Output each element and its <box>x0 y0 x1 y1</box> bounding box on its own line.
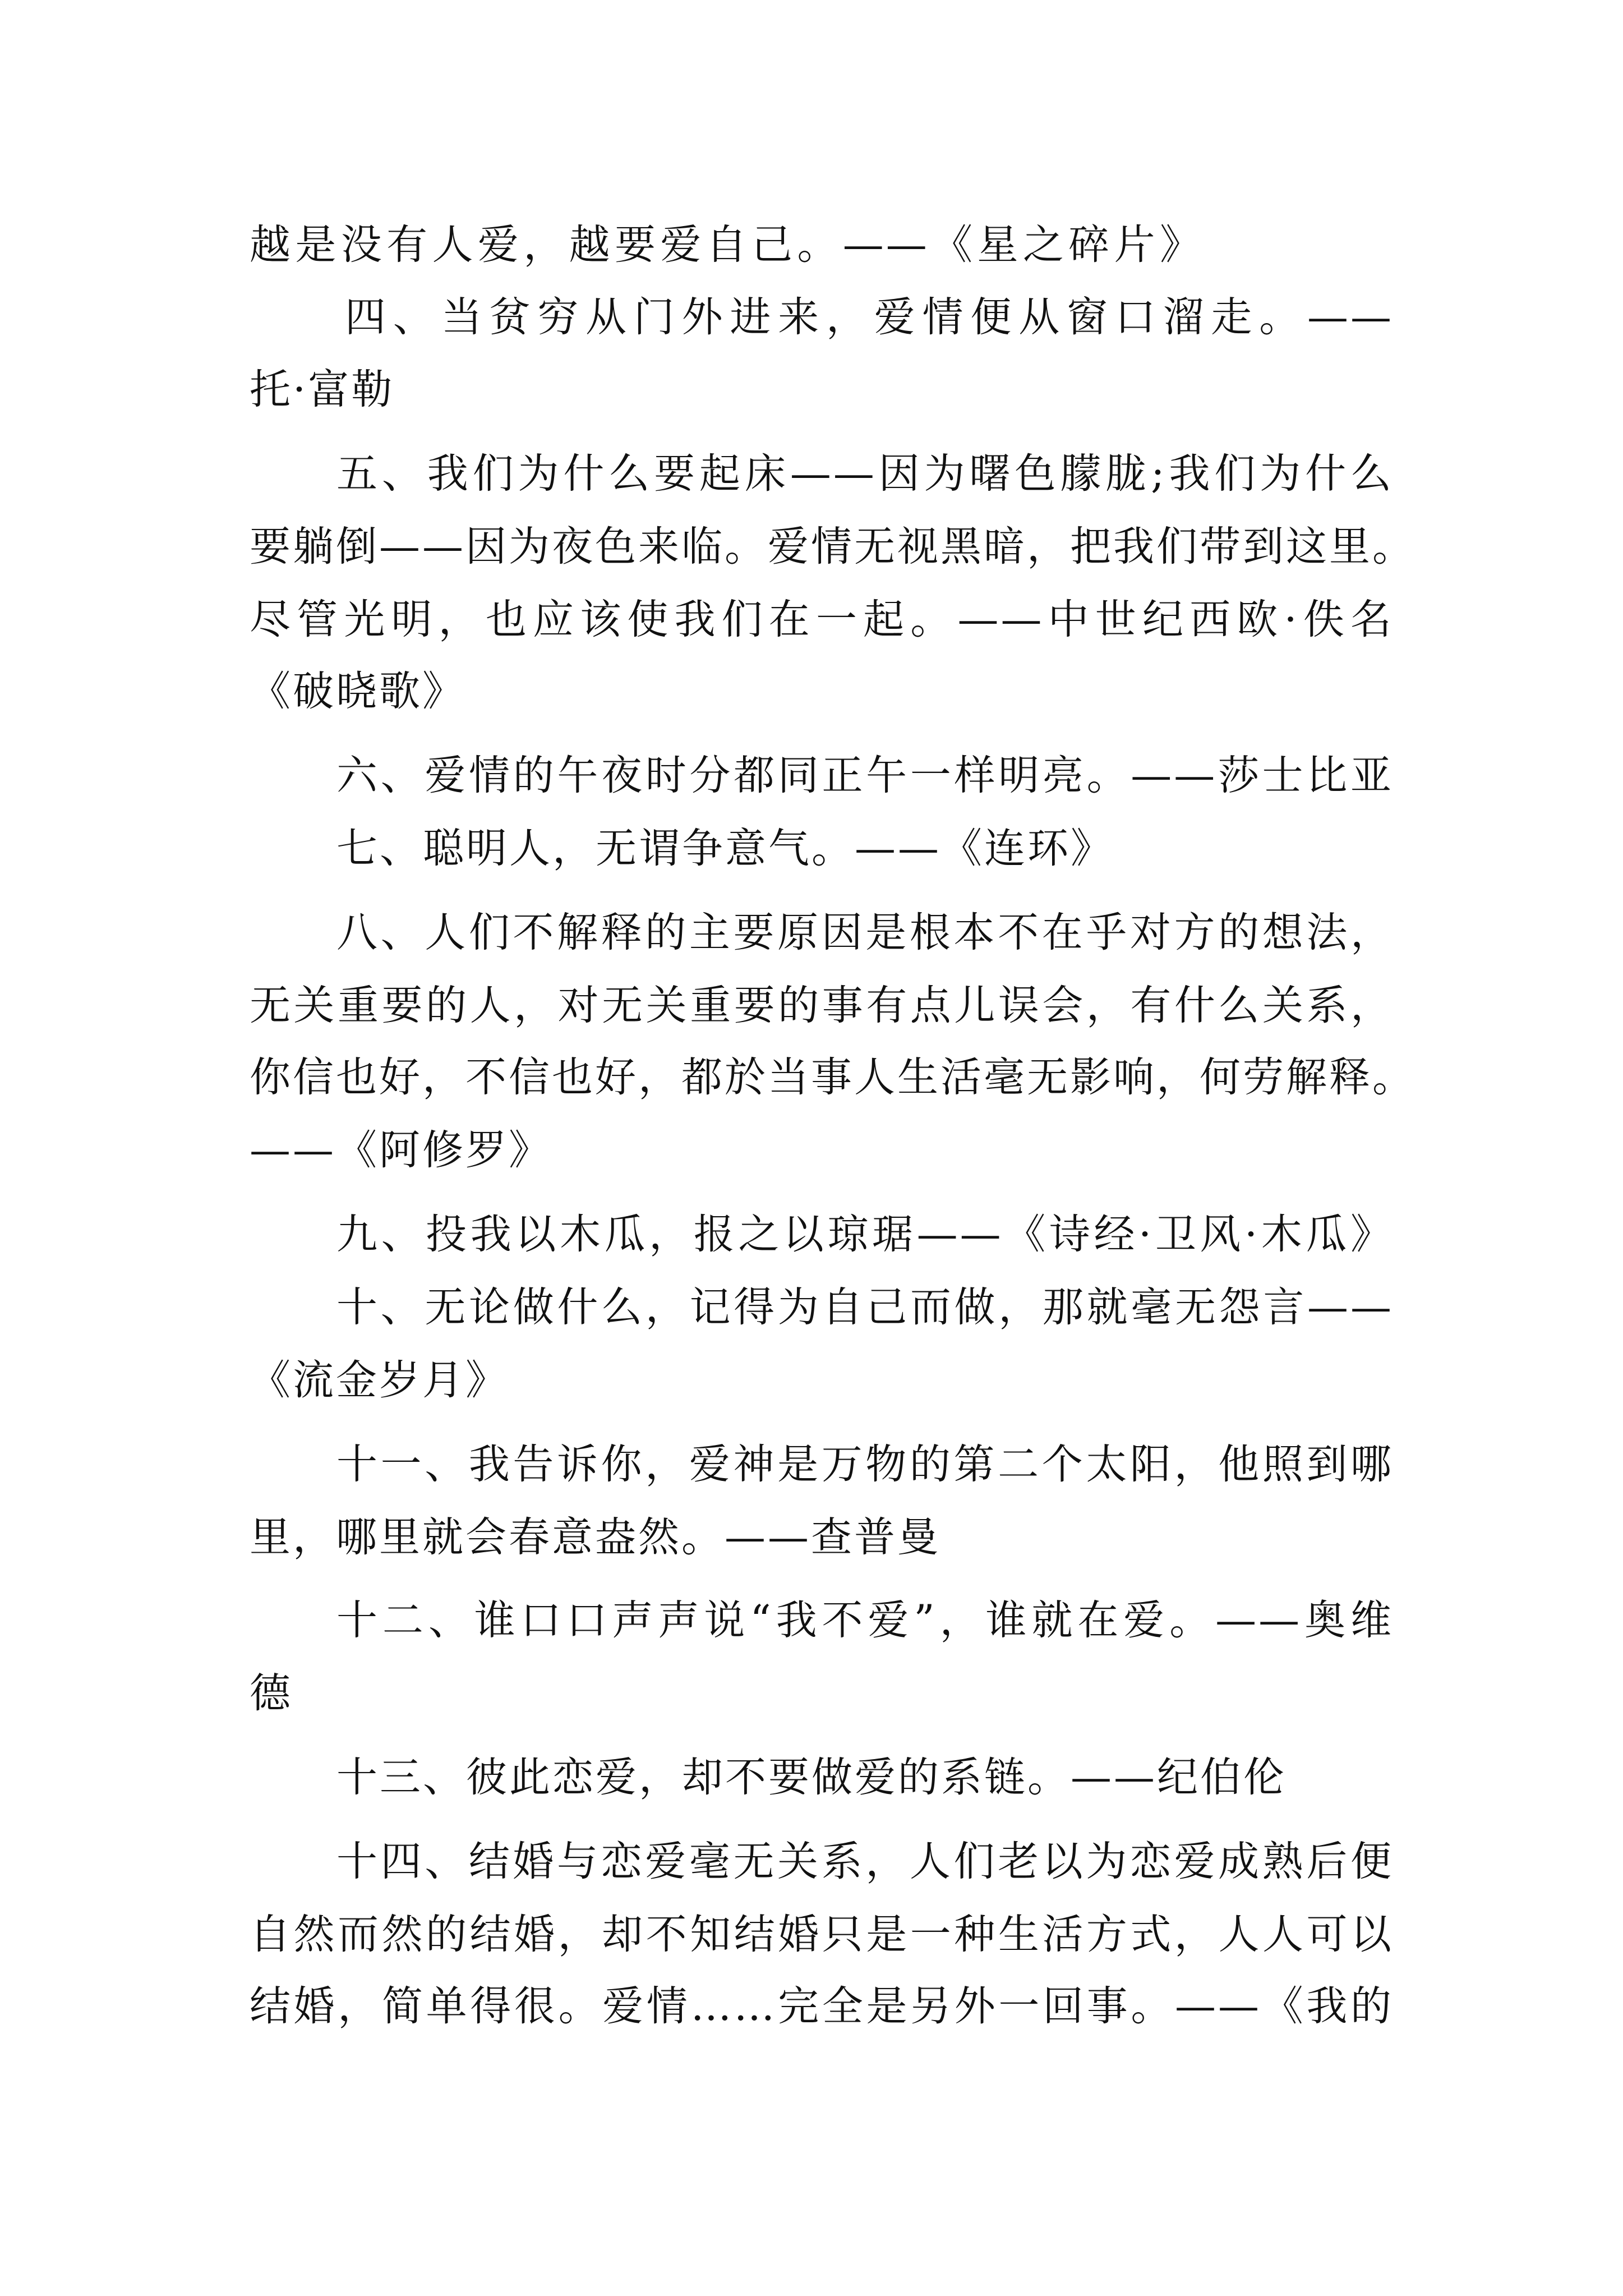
text-line: 《破晓歌》 <box>250 668 465 715</box>
text-line: 结婚，简单得很。爱情……完全是另外一回事。——《我的 <box>250 1982 1394 2030</box>
text-line: 《流金岁月》 <box>250 1356 509 1404</box>
text-line: 六、爱情的午夜时分都同正午一样明亮。——莎士比亚 <box>336 752 1394 799</box>
text-line: 越是没有人爱，越要爱自己。——《星之碎片》 <box>250 221 1203 269</box>
text-line: 十三、彼此恋爱，却不要做爱的系链。——纪伯伦 <box>336 1754 1287 1801</box>
text-line: 八、人们不解释的主要原因是根本不在乎对方的想法， <box>336 909 1394 956</box>
text-line: 十、无论做什么，记得为自己而做，那就毫无怨言—— <box>336 1283 1394 1331</box>
text-line: 里，哪里就会春意盎然。——查普曼 <box>250 1513 940 1561</box>
text-line: 十四、结婚与恋爱毫无关系，人们老以为恋爱成熟后便 <box>336 1838 1394 1885</box>
text-line: ——《阿修罗》 <box>250 1126 552 1174</box>
text-line: 十一、我告诉你，爱神是万物的第二个太阳，他照到哪 <box>336 1441 1394 1488</box>
text-line: 德 <box>250 1669 293 1717</box>
text-line: 托·富勒 <box>250 366 395 413</box>
text-line: 要躺倒——因为夜色来临。爱情无视黑暗，把我们带到这里。 <box>250 523 1415 570</box>
text-line: 尽管光明，也应该使我们在一起。——中世纪西欧·佚名 <box>250 596 1394 643</box>
text-line: 五、我们为什么要起床——因为曙色朦胧;我们为什么 <box>336 450 1394 498</box>
text-line: 九、投我以木瓜，报之以琼琚——《诗经·卫风·木瓜》 <box>336 1211 1394 1258</box>
text-line: 七、聪明人，无谓争意气。——《连环》 <box>336 825 1114 872</box>
text-line: 自然而然的结婚，却不知结婚只是一种生活方式，人人可以 <box>250 1911 1394 1958</box>
text-line: 四、当贫穷从门外进来，爱情便从窗口溜走。—— <box>345 293 1394 341</box>
text-line: 你信也好，不信也好，都於当事人生活毫无影响，何劳解释。 <box>250 1053 1415 1101</box>
text-line: 十二、谁口口声声说“我不爱”，谁就在爱。——奥维 <box>336 1596 1394 1644</box>
text-line: 无关重要的人，对无关重要的事有点儿误会，有什么关系， <box>250 982 1394 1029</box>
